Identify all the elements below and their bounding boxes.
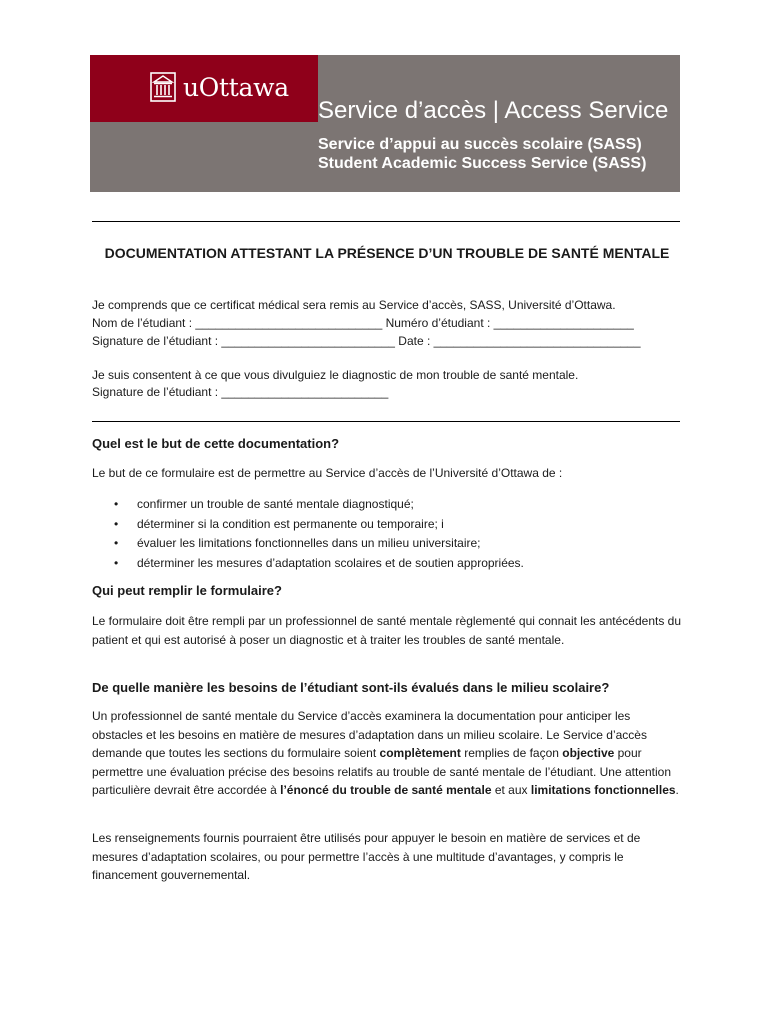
service-title: Service d’accès | Access Service <box>318 97 669 124</box>
document-title: DOCUMENTATION ATTESTANT LA PRÉSENCE D’UN TROUBLE DE SANTÉ MENTALE <box>104 245 670 261</box>
student-name-number-field: Nom de l’étudiant : ____________________________ Numéro d’étudiant : _____________________ <box>92 316 634 330</box>
header-banner <box>90 55 680 192</box>
top-divider <box>92 221 680 222</box>
signature-date-field: Signature de l’étudiant : __________________________ Date : _______________________________ <box>92 334 641 348</box>
subtitle-fr: Service d’appui au succès scolaire (SASS) <box>318 136 642 153</box>
consent-statement: Je comprends que ce certificat médical sera remis au Service d’accès, SASS, Université d’Ottawa. <box>92 298 616 312</box>
who-paragraph: Le formulaire doit être rempli par un professionnel de santé mentale règlementé qui connait les antécédents du patient et qui est autorisé à poser un diagnostic et à traiter les troubles de santé mentale. <box>92 614 682 647</box>
building-icon <box>150 72 176 102</box>
diagnosis-signature-field: Signature de l’étudiant : _________________________ <box>92 385 389 399</box>
bullet-icon: • <box>114 536 119 550</box>
bullet-icon: • <box>114 516 119 531</box>
how-paragraph-1: Un professionnel de santé mentale du Service d’accès examinera la documentation pour anticiper les obstacles et les besoins en matière de mesures d’adaptation dans un milieu scolaire. Le Service d’accès demande que toutes les sections du formulaire soient complètement remplies de façon objective pour permettre une évaluation précise des besoins relatifs au trouble de santé mentale de l’étudiant. Une attention particulière devrait être accordée à l’énoncé du trouble de santé mentale et aux limitations fonctionnelles. <box>92 709 679 797</box>
bullet-icon: • <box>114 555 119 570</box>
how-paragraph-2: Les renseignements fournis pourraient être utilisés pour appuyer le besoin en matière de services et de mesures d’adaptation scolaires, ou pour permettre l’accès à une multitude d’avantages, y compris le financement gouvernemental. <box>92 831 641 882</box>
section-heading-who: Qui peut remplir le formulaire? <box>92 583 282 598</box>
service-subtitle <box>318 135 646 173</box>
bullet-icon: • <box>114 497 119 511</box>
section-heading-purpose: Quel est le but de cette documentation? <box>92 436 340 451</box>
subtitle-en: Student Academic Success Service (SASS) <box>318 155 647 172</box>
uottawa-logo <box>90 55 318 122</box>
diagnosis-consent-statement: Je suis consentent à ce que vous divulguiez le diagnostic de mon trouble de santé mentale. <box>92 368 579 382</box>
purpose-intro: Le but de ce formulaire est de permettre au Service d’accès de l’Université d’Ottawa de : <box>92 466 563 480</box>
section-heading-how: De quelle manière les besoins de l’étudiant sont-ils évalués dans le milieu scolaire? <box>92 680 610 695</box>
logo-wordmark: uOttawa <box>183 73 289 102</box>
section-divider <box>92 421 680 422</box>
